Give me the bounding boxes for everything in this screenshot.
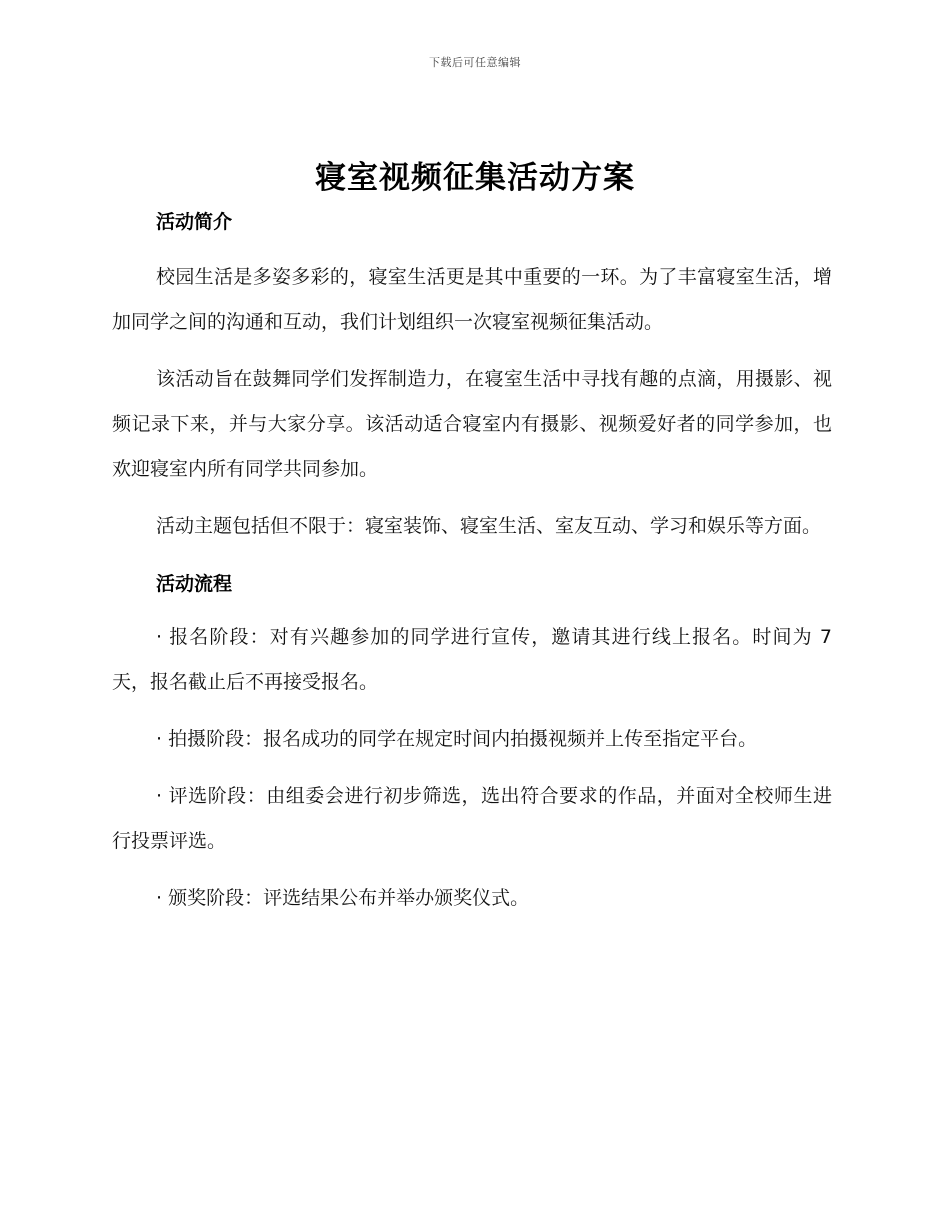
section-heading-intro: 活动简介 xyxy=(156,211,233,233)
page-header-note: 下载后可任意编辑 xyxy=(429,56,521,69)
flow-step-signup: · 报名阶段：对有兴趣参加的同学进行宣传，邀请其进行线上报名。时间为 7 天，报名截止后不再接受报名。 xyxy=(112,626,832,693)
intro-paragraph: 活动主题包括但不限于：寝室装饰、寝室生活、室友互动、学习和娱乐等方面。 xyxy=(156,515,822,537)
section-heading-flow: 活动流程 xyxy=(156,573,233,595)
document-title: 寝室视频征集活动方案 xyxy=(315,160,635,196)
intro-paragraph: 该活动旨在鼓舞同学们发挥制造力，在寝室生活中寻找有趣的点滴，用摄影、视频记录下来，并与大家分享。该活动适合寝室内有摄影、视频爱好者的同学参加，也欢迎寝室内所有同学共同参加。 xyxy=(112,368,832,480)
flow-step-judging: · 评选阶段：由组委会进行初步筛选，选出符合要求的作品，并面对全校师生进行投票评选。 xyxy=(112,785,832,852)
intro-paragraph: 校园生活是多姿多彩的，寝室生活更是其中重要的一环。为了丰富寝室生活，增加同学之间的沟通和互动，我们计划组织一次寝室视频征集活动。 xyxy=(112,266,832,333)
document-body xyxy=(112,205,832,921)
flow-step-awards: · 颁奖阶段：评选结果公布并举办颁奖仪式。 xyxy=(156,887,530,909)
flow-step-filming: · 拍摄阶段：报名成功的同学在规定时间内拍摄视频并上传至指定平台。 xyxy=(156,728,758,750)
